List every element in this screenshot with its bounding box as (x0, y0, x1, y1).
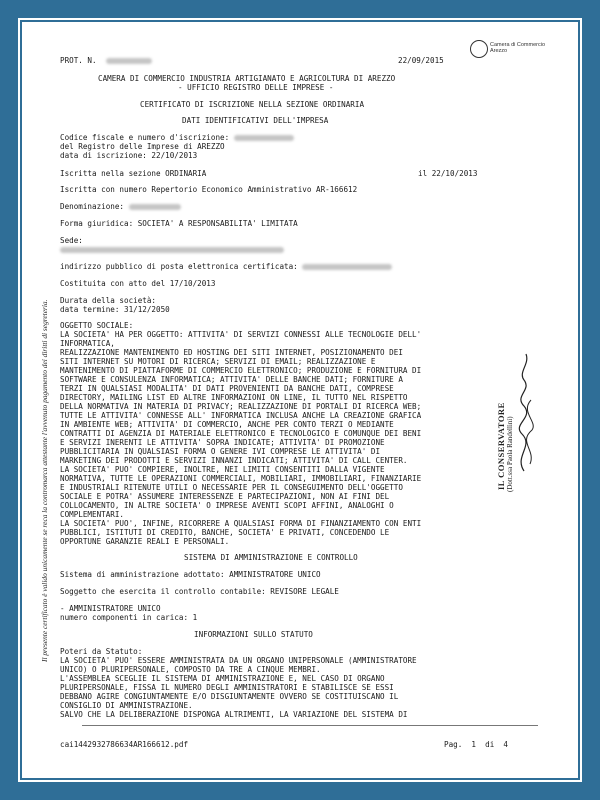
durata-label: Durata della società: (60, 296, 157, 305)
oggetto-line: TERZI IN QUALSIASI MODALITA' DI DATI PROVENIENTI DA BANCHE DATI, COMPRESE (60, 384, 394, 393)
statuto-line: SALVO CHE LA DELIBERAZIONE DISPONGA ALTRIMENTI, LA VARIAZIONE DEL SISTEMA DI (60, 710, 408, 719)
oggetto-line: NORMATIVA, TUTTE LE OPERAZIONI COMMERCIALI, MOBILIARI, IMMOBILIARI, FINANZIARIE (60, 474, 422, 483)
oggetto-line: PUBBLICITARIA IN QUALSIASI FORMA O GENERE IVI COMPRESE LE ATTIVITA' DI (60, 447, 381, 456)
oggetto-label: OGGETTO SOCIALE: (60, 321, 134, 330)
oggetto-line: MARKETING DEI PRODOTTI E SERVIZI INNANZI INDICATI; ATTIVITA' DI CALL CENTER. (60, 456, 408, 465)
oggetto-line: MANTENIMENTO DI PIATTAFORME DI COMMERCIO ELETTRONICO; PRODUZIONE E FORNITURA DI (60, 366, 422, 375)
oggetto-line: SOCIALE E POTRA' ASSUMERE INTERESSENZE E PARTECIPAZIONI, NON AI FINI DEL (60, 492, 390, 501)
chamber-logo-text: Camera di Commercio Arezzo (490, 42, 546, 54)
organo-amministrativo: - AMMINISTRATORE UNICO (60, 604, 161, 613)
denominazione: Denominazione: (60, 202, 181, 211)
statuto-title: INFORMAZIONI SULLO STATUTO (194, 630, 313, 639)
protocol-number: PROT. N. (60, 56, 152, 65)
oggetto-line: COLLOCAMENTO, IN ALTRE SOCIETA' O IMPRESE AVENTI SCOPI AFFINI, ANALOGHI O (60, 501, 394, 510)
oggetto-line: E INDUSTRIALI RITENUTE UTILI O NECESSARIE PER IL CONSEGUIMENTO DELL'OGGETTO (60, 483, 403, 492)
controllo-contabile: Soggetto che esercita il controllo contabile: REVISORE LEGALE (60, 587, 339, 596)
oggetto-line: E SERVIZI INERENTI LE ATTIVITA' SOPRA INDICATE; ATTIVITA' DI PROMOZIONE (60, 438, 385, 447)
oggetto-line: LA SOCIETA' HA PER OGGETTO: ATTIVITA' DI SERVIZI CONNESSI ALLE TECNOLOGIE DELL' (60, 330, 422, 339)
chamber-title: CAMERA DI COMMERCIO INDUSTRIA ARTIGIANATO E AGRICOLTURA DI AREZZO (98, 74, 396, 83)
data-iscrizione: data di iscrizione: 22/10/2013 (60, 151, 198, 160)
certificate-date: 22/09/2015 (398, 56, 444, 65)
footer-filename: cai1442932786634AR166612.pdf (60, 740, 189, 749)
oggetto-line: PUBBLICI, ISTITUTI DI CREDITO, BANCHE, SOCIETA' E PRIVATI, CONCEDENDO LE (60, 528, 390, 537)
statuto-line: CONSIGLIO DI AMMINISTRAZIONE. (60, 701, 193, 710)
oggetto-line: TUTTE LE ATTIVITA' CONNESSE ALL' INFORMATICA INCLUSA ANCHE LA CREAZIONE GRAFICA (60, 411, 422, 420)
certificate-title: CERTIFICATO DI ISCRIZIONE NELLA SEZIONE ORDINARIA (140, 100, 365, 109)
oggetto-line: SITI INTERNET SU MOTORI DI RICERCA; SERVIZI DI EMAIL; REALIZZAZIONE E (60, 357, 376, 366)
oggetto-line: COMPLEMENTARI. (60, 510, 125, 519)
forma-giuridica: Forma giuridica: SOCIETA' A RESPONSABILITA' LIMITATA (60, 219, 298, 228)
margin-note: Il presente certificato è valido unicamente se reca la contromarca attestante l'avvenuto pagamento dei diritti di segreteria. (40, 299, 49, 662)
chamber-logo-icon (470, 40, 488, 58)
sede-label: Sede: (60, 236, 83, 245)
registro-imprese: del Registro delle Imprese di AREZZO (60, 142, 225, 151)
numero-componenti: numero componenti in carica: 1 (60, 613, 198, 622)
statuto-line: UNICO) O PLURIPERSONALE, COMPOSTO DA TRE A CINQUE MEMBRI. (60, 665, 321, 674)
costituzione: Costituita con atto del 17/10/2013 (60, 279, 216, 288)
oggetto-line: LA SOCIETA' PUO' COMPIERE, INOLTRE, NEI LIMITI CONSENTITI DALLA VIGENTE (60, 465, 385, 474)
certificate-page (22, 22, 578, 778)
conservatore-name: (Dott.ssa Paola Randellini) (506, 416, 514, 492)
footer-page-number: Pag. 1 di 4 (444, 740, 509, 749)
rea-number: Iscritta con numero Repertorio Economico Amministrativo AR-166612 (60, 185, 358, 194)
office-title: - UFFICIO REGISTRO DELLE IMPRESE - (178, 83, 334, 92)
durata-value: data termine: 31/12/2050 (60, 305, 170, 314)
oggetto-line: LA SOCIETA' PUO', INFINE, RICORRERE A QUALSIASI FORMA DI FINANZIAMENTO CON ENTI (60, 519, 422, 528)
statuto-line: PLURIPERSONALE, FISSA IL NUMERO DEGLI AMMINISTRATORI E STABILISCE SE ESSI (60, 683, 394, 692)
footer-divider (82, 725, 538, 726)
oggetto-line: CONTRATTI DI AGENZIA DI MATERIALE ELETTRONICO E TECNOLOGICO E COMUNQUE DEI BENI (60, 429, 422, 438)
sistema-amministrazione: Sistema di amministrazione adottato: AMMINISTRATORE UNICO (60, 570, 321, 579)
handwritten-signature (504, 346, 544, 476)
amministrazione-title: SISTEMA DI AMMINISTRAZIONE E CONTROLLO (184, 553, 358, 562)
codice-fiscale: Codice fiscale e numero d'iscrizione: (60, 133, 294, 142)
sede-address (60, 245, 284, 254)
pec-address: indirizzo pubblico di posta elettronica certificata: (60, 262, 392, 271)
conservatore-stamp: IL CONSERVATORE (496, 402, 506, 490)
statuto-line: LA SOCIETA' PUO' ESSERE AMMINISTRATA DA UN ORGANO UNIPERSONALE (AMMINISTRATORE (60, 656, 417, 665)
oggetto-line: SOFTWARE E CONSULENZA INFORMATICA; ATTIVITA' DELLE BANCHE DATI; FORNITURE A (60, 375, 403, 384)
oggetto-line: DIRECTORY, MAILING LIST ED ALTRE INFORMAZIONI ON LINE, IL TUTTO NEL RISPETTO (60, 393, 408, 402)
oggetto-line: INFORMATICA, (60, 339, 115, 348)
sezione-date: il 22/10/2013 (418, 169, 478, 178)
oggetto-line: IN AMBIENTE WEB; ATTIVITA' DI COMMERCIO, ANCHE PER CONTO TERZI O MEDIANTE (60, 420, 394, 429)
statuto-line: DEBBANO AGIRE CONGIUNTAMENTE E/O DISGIUNTAMENTE OVVERO SE COSTITUISCANO IL (60, 692, 399, 701)
oggetto-line: DELLA NORMATIVA IN MATERIA DI PRIVACY; REALIZZAZIONE DI PORTALI DI RICERCA WEB; (60, 402, 422, 411)
sezione-iscrizione: Iscritta nella sezione ORDINARIA (60, 169, 207, 178)
statuto-line: L'ASSEMBLEA SCEGLIE IL SISTEMA DI AMMINISTRAZIONE E, NEL CASO DI ORGANO (60, 674, 385, 683)
oggetto-line: OPPORTUNE GARANZIE REALI E PERSONALI. (60, 537, 230, 546)
section-title: DATI IDENTIFICATIVI DELL'IMPRESA (182, 116, 329, 125)
statuto-label: Poteri da Statuto: (60, 647, 143, 656)
oggetto-line: REALIZZAZIONE MANTENIMENTO ED HOSTING DEI SITI INTERNET, POSIZIONAMENTO DEI (60, 348, 403, 357)
